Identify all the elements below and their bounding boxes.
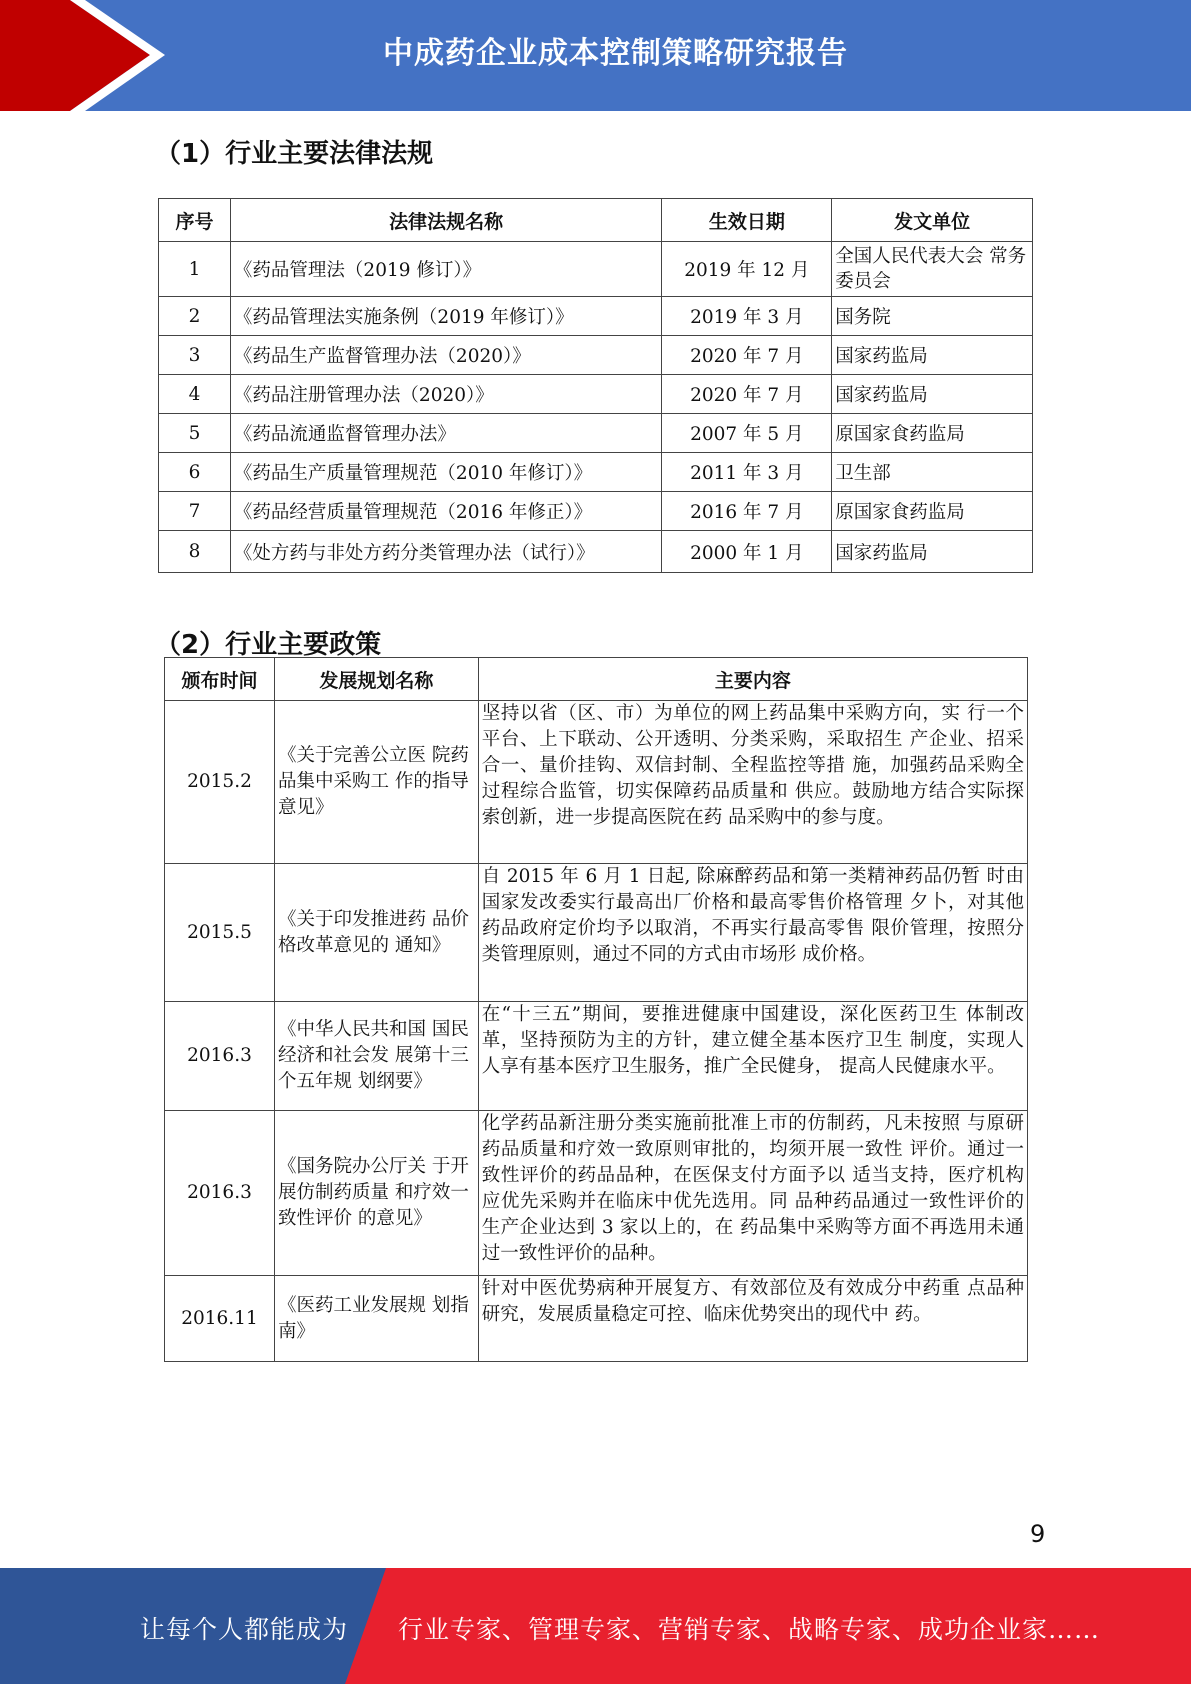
column-header: 序号 [159, 199, 231, 242]
section-title-laws: （1）行业主要法律法规 [155, 139, 434, 169]
table-row [165, 1111, 1028, 1276]
main-content: 化学药品新注册分类实施前批准上市的仿制药，凡未按照 与原研药品质量和疗效一致原则审批的，均须开展一致性 评价。通过一致性评价的药品品种，在医保支付方面予以 适当支持，医疗机构应优先采购并在临床中优先选用。同 品种药品通过一致性评价的生产企业达到 3 家以上的，在 药品集中采购等方面不再选用未通过一致性评价的品种。 [478, 1111, 1027, 1276]
table-row [159, 453, 1033, 492]
row-number: 5 [159, 414, 231, 453]
table-row [165, 1276, 1028, 1362]
effective-date: 2019 年 12 月 [662, 242, 832, 297]
issuing-authority: 国家药监局 [832, 375, 1033, 414]
column-header: 发文单位 [832, 199, 1033, 242]
table-header-row [165, 658, 1028, 701]
issuing-authority: 原国家食药监局 [832, 492, 1033, 531]
issuing-authority: 国务院 [832, 297, 1033, 336]
table-row [165, 864, 1028, 1002]
issue-date: 2016.11 [165, 1276, 275, 1362]
law-name: 《药品经营质量管理规范（2016 年修正）》 [230, 492, 662, 531]
page-number: 9 [1030, 1520, 1046, 1548]
law-name: 《处方药与非处方药分类管理办法（试行）》 [230, 531, 662, 573]
row-number: 2 [159, 297, 231, 336]
main-content: 自 2015 年 6 月 1 日起, 除麻醉药品和第一类精神药品仍暂 时由国家发改委实行最高出厂价格和最高零售价格管理 夕卜，对其他药品政府定价均予以取消，不再实行最高零售 限价管理，按照分类管理原则，通过不同的方式由市场形 成价格。 [478, 864, 1027, 1002]
policies-table [164, 657, 1028, 1362]
law-name: 《药品流通监督管理办法》 [230, 414, 662, 453]
table-row [159, 297, 1033, 336]
table-row [159, 375, 1033, 414]
issue-date: 2015.5 [165, 864, 275, 1002]
issuing-authority: 国家药监局 [832, 336, 1033, 375]
page-footer [0, 1568, 1191, 1684]
issue-date: 2016.3 [165, 1002, 275, 1111]
row-number: 8 [159, 531, 231, 573]
table-row [159, 414, 1033, 453]
main-content: 针对中医优势病种开展复方、有效部位及有效成分中药重 点品种研究，发展质量稳定可控、临床优势突出的现代中 药。 [478, 1276, 1027, 1362]
table-row [159, 531, 1033, 573]
effective-date: 2020 年 7 月 [662, 336, 832, 375]
effective-date: 2016 年 7 月 [662, 492, 832, 531]
plan-name: 《国务院办公厅关 于开展仿制药质量 和疗效一致性评价 的意见》 [274, 1111, 478, 1276]
issuing-authority: 国家药监局 [832, 531, 1033, 573]
issuing-authority: 原国家食药监局 [832, 414, 1033, 453]
main-content: 坚持以省（区、市）为单位的网上药品集中采购方向，实 行一个平台、上下联动、公开透明、分类采购，采取招生 产企业、招采合一、量价挂钩、双信封制、全程监控等措 施，加强药品采购全过程综合监管，切实保障药品质量和 供应。鼓励地方结合实际探索创新，进一步提高医院在药 品采购中的参与度。 [478, 701, 1027, 864]
table-row [165, 1002, 1028, 1111]
table-row [165, 701, 1028, 864]
issuing-authority: 卫生部 [832, 453, 1033, 492]
law-name: 《药品管理法实施条例（2019 年修订）》 [230, 297, 662, 336]
law-name: 《药品管理法（2019 修订）》 [230, 242, 662, 297]
column-header: 法律法规名称 [230, 199, 662, 242]
table-row [159, 336, 1033, 375]
effective-date: 2020 年 7 月 [662, 375, 832, 414]
effective-date: 2011 年 3 月 [662, 453, 832, 492]
plan-name: 《关于印发推进药 品价格改革意见的 通知》 [274, 864, 478, 1002]
plan-name: 《关于完善公立医 院药品集中采购工 作的指导意见》 [274, 701, 478, 864]
row-number: 6 [159, 453, 231, 492]
footer-slogan-left: 让每个人都能成为 [140, 1615, 349, 1644]
section-title-policies: （2）行业主要政策 [155, 630, 382, 660]
row-number: 4 [159, 375, 231, 414]
column-header: 颁布时间 [165, 658, 275, 701]
column-header: 发展规划名称 [274, 658, 478, 701]
laws-table [158, 198, 1033, 573]
table-header-row [159, 199, 1033, 242]
issue-date: 2015.2 [165, 701, 275, 864]
row-number: 1 [159, 242, 231, 297]
page-header [0, 0, 1191, 111]
law-name: 《药品生产监督管理办法（2020）》 [230, 336, 662, 375]
plan-name: 《中华人民共和国 国民经济和社会发 展第十三个五年规 划纲要》 [274, 1002, 478, 1111]
issuing-authority: 全国人民代表大会 常务委员会 [832, 242, 1033, 297]
footer-slogan-right: 行业专家、管理专家、营销专家、战略专家、成功企业家…… [398, 1615, 1101, 1644]
row-number: 7 [159, 492, 231, 531]
table-row [159, 242, 1033, 297]
table-row [159, 492, 1033, 531]
row-number: 3 [159, 336, 231, 375]
issue-date: 2016.3 [165, 1111, 275, 1276]
law-name: 《药品生产质量管理规范（2010 年修订）》 [230, 453, 662, 492]
plan-name: 《医药工业发展规 划指南》 [274, 1276, 478, 1362]
effective-date: 2007 年 5 月 [662, 414, 832, 453]
law-name: 《药品注册管理办法（2020）》 [230, 375, 662, 414]
column-header: 主要内容 [478, 658, 1027, 701]
column-header: 生效日期 [662, 199, 832, 242]
effective-date: 2019 年 3 月 [662, 297, 832, 336]
effective-date: 2000 年 1 月 [662, 531, 832, 573]
report-title: 中成药企业成本控制策略研究报告 [383, 36, 848, 71]
main-content: 在“十三五”期间，要推进健康中国建设，深化医药卫生 体制改革，坚持预防为主的方针，建立健全基本医疗卫生 制度，实现人人享有基本医疗卫生服务，推广全民健身， 提高人民健康水平。 [478, 1002, 1027, 1111]
